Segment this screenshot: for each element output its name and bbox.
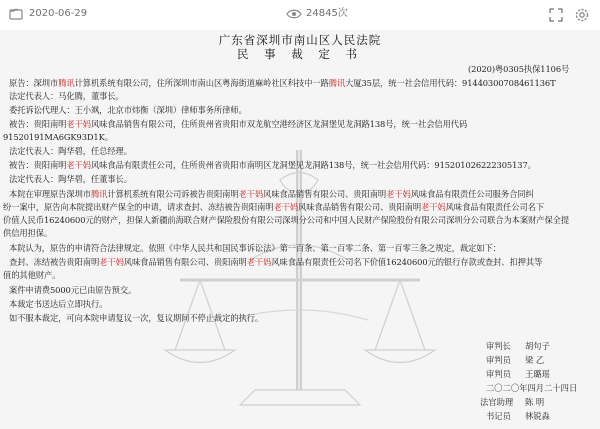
defendant1-line: 被告：贵阳南明老干妈风味食品销售有限公司，住所贵州省贵阳市双龙航空港经济区龙洞堡见龙洞路138号，统一社会信用代码 <box>9 119 468 129</box>
highlight: 老干妈 <box>421 202 446 212</box>
judge-name: 胡句子 <box>525 341 550 351</box>
highlight: 老干妈 <box>66 119 91 129</box>
body-line-1: 本院在审理原告深圳市腾讯计算机系统有限公司诉被告贵阳南明老干妈风味食品销售有限公司、贵阳南明老干妈风味食品有限责任公司服务合同纠 <box>9 189 534 199</box>
eye-icon <box>286 6 302 22</box>
plaintiff-rep: 法定代表人：马化腾，董事长。 <box>9 91 124 101</box>
highlight: 老干妈 <box>99 257 124 267</box>
clerk-name: 林锐淼 <box>525 411 550 421</box>
assistant-label: 法官助理 <box>480 397 514 407</box>
juror2-name: 王璐瑶 <box>525 369 550 379</box>
ruling-line: 查封、冻结被告贵阳南明老干妈风味食品销售有限公司、贵阳南明老干妈风味食品有限责任公司名下价值16240600元的银行存款或查封、扣押其等 <box>9 257 543 267</box>
clerk-label: 书记员 <box>486 411 511 421</box>
defendant2-rep: 法定代表人：陶华碧，任董事长。 <box>9 174 132 184</box>
juror1-label: 审判员 <box>486 355 511 365</box>
plaintiff-agent: 委托诉讼代理人：王小飒，北京市炜衡（深圳）律师事务所律师。 <box>9 105 247 115</box>
highlight: 老干妈 <box>273 202 299 212</box>
plaintiff-line: 原告：深圳市腾讯计算机系统有限公司，住所深圳市南山区粤海街道麻岭社区科技中一路腾讯大厦35层，统一社会信用代码：91440300708461136T <box>9 78 556 88</box>
highlight: 老干妈 <box>66 160 91 170</box>
judge-label: 审判长 <box>486 341 511 351</box>
document-type: 民 事 裁 定 书 <box>236 47 364 61</box>
publish-date: 2020-06-29 <box>29 8 88 19</box>
body-line-2: 纷一案中，原告向本院提出财产保全的申请，请求查封、冻结被告贵阳南明老干妈风味食品销售有限公司、贵阳南明老干妈风味食品有限责任公司名下 <box>3 202 545 212</box>
appeal-line: 如不服本裁定，可向本院申请复议一次，复议期间不停止裁定的执行。 <box>9 313 264 323</box>
body-line-5: 本院认为，原告的申请符合法律规定。依照《中华人民共和国民事诉讼法》第一百条、第一百零二条、第一百零三条之规定，裁定如下： <box>9 243 501 253</box>
expand-icon[interactable] <box>547 6 565 24</box>
body-line-4: 供信用担保。 <box>3 228 53 238</box>
assistant-name: 陈 明 <box>525 397 545 407</box>
juror2-label: 审判员 <box>486 369 511 379</box>
highlight: 腾讯 <box>90 189 108 199</box>
folder-icon <box>8 6 24 22</box>
judgment-document <box>0 30 600 429</box>
defendant1-code: 91520191MA6GK93D1K。 <box>3 132 113 142</box>
execution-line: 本裁定书送达后立即执行。 <box>9 299 108 309</box>
fee-line: 案件申请费5000元已由原告预交。 <box>9 285 137 295</box>
juror1-name: 梁 乙 <box>525 355 545 365</box>
view-count: 24845次 <box>306 8 348 19</box>
highlight: 老干妈 <box>386 189 411 199</box>
case-number: (2020)粤0305执保1106号 <box>468 64 570 74</box>
body-line-3: 价值人民币16240600元的财产，担保人新疆前海联合财产保险股份有限公司深圳分公司和中国人民财产保险股份有限公司深圳分公司联合为本案财产保全提 <box>3 215 570 225</box>
ruling-date: 二〇二〇年四月二十四日 <box>486 383 578 393</box>
defendant2-line: 被告：贵阳南明老干妈风味食品有限责任公司，住所贵州省贵阳市南明区龙洞堡见龙洞路138号，统一社会信用代码：915201026222305137。 <box>9 160 536 170</box>
highlight: 老干妈 <box>246 257 272 267</box>
highlight: 腾讯 <box>328 78 346 88</box>
ruling-line-2: 值的其他财产。 <box>3 270 61 280</box>
highlight: 老干妈 <box>238 189 264 199</box>
defendant1-rep: 法定代表人：陶华碧，任总经理。 <box>9 146 132 156</box>
viewer-toolbar <box>0 0 600 30</box>
gear-icon[interactable] <box>573 6 591 24</box>
court-name: 广东省深圳市南山区人民法院 <box>218 33 382 47</box>
highlight: 腾讯 <box>58 78 75 88</box>
